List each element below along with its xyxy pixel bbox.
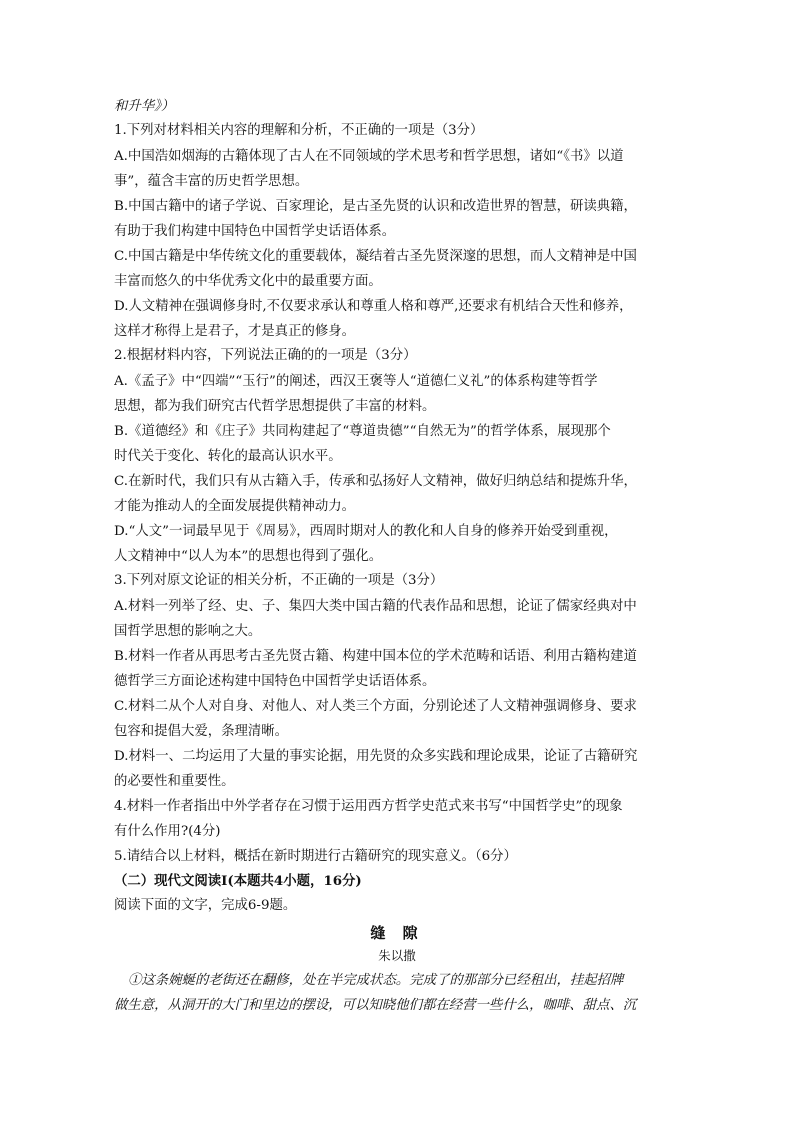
story-author: 朱以撒 <box>378 948 416 963</box>
option-2b-cont: 时代关于变化、转化的最高认识水平。 <box>114 449 342 464</box>
option-2d: D.“人文”一词最早见于《周易》，西周时期对人的教化和人自身的修养开始受到重视， <box>114 524 618 539</box>
option-2a: A.《孟子》中“四端”“玉行”的阐述，西汉王褒等人“道德仁义礼”的体系构建等哲学 <box>114 374 598 389</box>
story-paragraph-1-cont: 做生意，从洞开的大门和里边的摆设，可以知晓他们都在经营一些什么，咖啡、甜点、沉 <box>114 998 637 1013</box>
option-3d: D.材料一、二均运用了大量的事实论据，用先贤的众多实践和理论成果，论证了古籍研究 <box>114 749 638 764</box>
option-3a: A.材料一列举了经、史、子、集四大类中国古籍的代表作品和思想，论证了儒家经典对中 <box>114 599 637 614</box>
option-1b-cont: 有助于我们构建中国特色中国哲学史话语体系。 <box>114 224 396 239</box>
option-1c: C.中国古籍是中华传统文化的重要载体，凝结着古圣先贤深邃的思想，而人文精神是中国 <box>114 249 637 264</box>
question-2: 2.根据材料内容，下列说法正确的的一项是（3分） <box>114 348 417 363</box>
option-2d-cont: 人文精神中“以人为本”的思想也得到了强化。 <box>114 549 383 564</box>
question-5: 5.请结合以上材料，概括在新时期进行古籍研究的现实意义。（6分） <box>114 849 517 864</box>
option-3b: B.材料一作者从再思考古圣先贤古籍、构建中国本位的学术范畴和话语、利用古籍构建道 <box>114 649 637 664</box>
option-1b: B.中国古籍中的诸子学说、百家理论，是古圣先贤的认识和改造世界的智慧，研读典籍， <box>114 199 637 214</box>
option-2c-cont: 才能为推动人的全面发展提供精神动力。 <box>114 499 356 514</box>
option-3c-cont: 包容和提倡大爱，条理清晰。 <box>114 724 289 739</box>
option-1a-cont: 事”，蕴含丰富的历史哲学思想。 <box>114 174 309 189</box>
section-heading: （二）现代文阅读Ⅰ(本题共4小题，16分) <box>114 873 362 889</box>
question-4: 4.材料一作者指出中外学者存在习惯于运用西方哲学史范式来书写“中国哲学史”的现象 <box>114 799 623 814</box>
option-3c: C.材料二从个人对自身、对他人、对人类三个方面，分别论述了人文精神强调修身、要求 <box>114 699 637 714</box>
option-2b: B.《道德经》和《庄子》共同构建起了“尊道贵德”“自然无为”的哲学体系，展现那个 <box>114 424 611 439</box>
option-2a-cont: 思想，都为我们研究古代哲学思想提供了丰富的材料。 <box>114 399 436 414</box>
question-1: 1.下列对材料相关内容的理解和分析，不正确的一项是（3分） <box>114 123 484 138</box>
option-3d-cont: 的必要性和重要性。 <box>114 774 235 789</box>
option-1d-cont: 这样才称得上是君子，才是真正的修身。 <box>114 324 356 339</box>
option-3b-cont: 德哲学三方面论述构建中国特色中国哲学史话语体系。 <box>114 674 436 689</box>
question-3: 3.下列对原文论证的相关分析，不正确的一项是（3分） <box>114 573 444 588</box>
text-line: 和升华》） <box>114 99 175 114</box>
instruction: 阅读下面的文字，完成6-9题。 <box>114 898 297 913</box>
option-1d: D.人文精神在强调修身时,不仅要求承认和尊重人格和尊严,还要求有机结合天性和修养， <box>114 299 633 314</box>
option-3a-cont: 国哲学思想的影响之大。 <box>114 624 262 639</box>
option-1a: A.中国浩如烟海的古籍体现了古人在不同领域的学术思考和哲学思想，诸如“《书》以道 <box>114 149 624 164</box>
question-4-cont: 有什么作用?(4分) <box>114 824 221 839</box>
story-paragraph-1: ①这条婉蜒的老街还在翻修，处在半完成状态。完成了的那部分已经租出，挂起招牌 <box>128 973 624 988</box>
option-1c-cont: 丰富而悠久的中华优秀文化中的最重要方面。 <box>114 274 382 289</box>
option-2c: C.在新时代，我们只有从古籍入手，传承和弘扬好人文精神，做好归纳总结和提炼升华， <box>114 474 637 489</box>
story-title: 缝 隙 <box>370 924 424 942</box>
